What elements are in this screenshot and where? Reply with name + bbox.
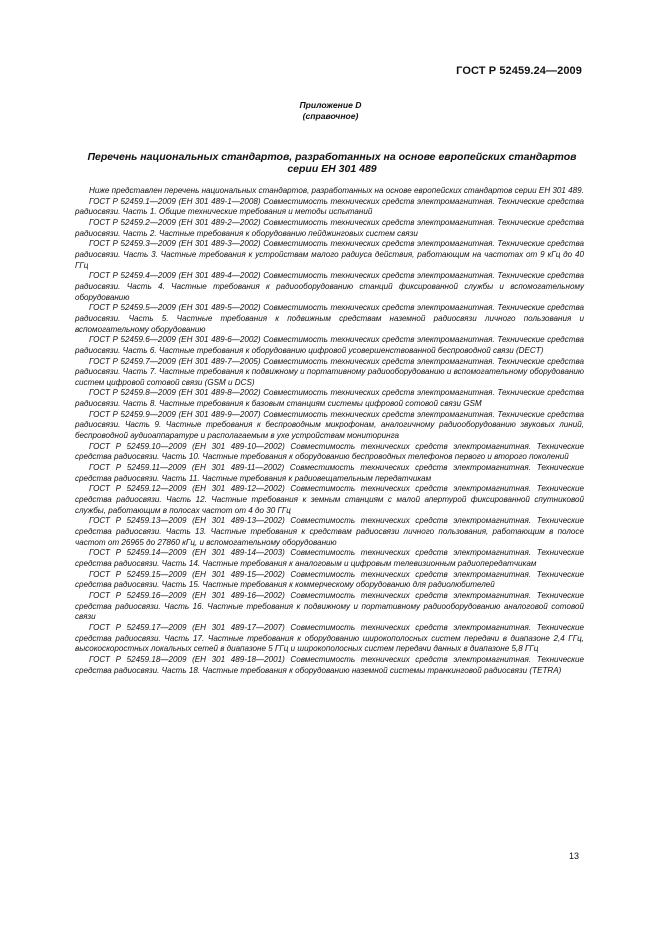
standard-entry: ГОСТ Р 52459.17—2009 (ЕН 301 489-17—2007) Совместимость технических средств электромагнитная. Технические средства радиосвязи. Часть 17. Частные требования к оборудованию широкополосных систем передачи в диапазоне 2,4 ГГц, высокоскоростных локальных сетей в диапазоне 5 ГГц и широкополосных систем передачи данных в диапазоне 5,8 ГГц (75, 622, 584, 654)
appendix-label: Приложение D (299, 100, 362, 110)
standard-entry: ГОСТ Р 52459.2—2009 (ЕН 301 489-2—2002) Совместимость технических средств электромагнитная. Технические средства радиосвязи. Часть 2. Частные требования к оборудованию пейджинговых систем связи (75, 217, 584, 238)
appendix-note: (справочное) (302, 111, 359, 121)
standard-entry: ГОСТ Р 52459.5—2009 (ЕН 301 489-5—2002) Совместимость технических средств электромагнитная. Технические средства радиосвязи. Часть 5. Частные требования к подвижным средствам наземной радиосвязи личного пользования и вспомогательному оборудованию (75, 303, 584, 334)
standard-entry: ГОСТ Р 52459.1—2009 (ЕН 301 489-1—2008) Совместимость технических средств электромагнитная. Технические средства радиосвязи. Часть 1. Общие технические требования и методы испытаний (75, 196, 584, 217)
standards-list (75, 186, 584, 676)
standard-entry: ГОСТ Р 52459.4—2009 (ЕН 301 489-4—2002) Совместимость технических средств электромагнитная. Технические средства радиосвязи. Часть 4. Частные требования к радиооборудованию станций фиксированной службы и вспомогательному оборудованию (75, 271, 584, 302)
title-line-1: Перечень национальных стандартов, разработанных на основе европейских стандартов (87, 151, 577, 163)
document-header: ГОСТ Р 52459.24—2009 (456, 65, 582, 77)
standard-entry: ГОСТ Р 52459.10—2009 (ЕН 301 489-10—2002) Совместимость технических средств электромагнитная. Технические средства радиосвязи. Часть 10. Частные требования к оборудованию беспроводных телефонов первого и второго поколений (75, 441, 584, 462)
standard-entry: ГОСТ Р 52459.13—2009 (ЕН 301 489-13—2002) Совместимость технических средств электромагнитная. Технические средства радиосвязи. Часть 13. Частные требования к средствам радиосвязи личного пользования, работающим в полосе частот от 26965 до 27860 кГц, и вспомогательному оборудованию (75, 516, 584, 547)
standard-entry: ГОСТ Р 52459.15—2009 (ЕН 301 489-15—2002) Совместимость технических средств электромагнитная. Технические средства радиосвязи. Часть 15. Частные требования к коммерческому оборудованию для радиолюбителей (75, 569, 584, 590)
standard-entry: ГОСТ Р 52459.18—2009 (ЕН 301 489-18—2001) Совместимость технических средств электромагнитная. Технические средства радиосвязи. Часть 18. Частные требования к оборудованию наземной системы транкинговой радиосвязи (TETRA) (75, 654, 584, 675)
title-line-2: серии ЕН 301 489 (287, 163, 377, 175)
standard-entry: ГОСТ Р 52459.16—2009 (ЕН 301 489-16—2002) Совместимость технических средств электромагнитная. Технические средства радиосвязи. Часть 16. Частные требования к подвижному и портативному радиооборудованию аналоговой сотовой связи (75, 590, 584, 622)
appendix-heading (0, 100, 661, 122)
standard-entry: ГОСТ Р 52459.12—2009 (ЕН 301 489-12—2002) Совместимость технических средств электромагнитная. Технические средства радиосвязи. Часть 12. Частные требования к земным станциям с малой апертурой фиксированной спутниковой службы, работающим в полосах частот от 4 до 30 ГГц (75, 484, 584, 515)
standard-entry: ГОСТ Р 52459.8—2009 (ЕН 301 489-8—2002) Совместимость технических средств электромагнитная. Технические средства радиосвязи. Часть 8. Частные требования к базовым станциям системы цифровой сотовой связи GSM (75, 388, 584, 409)
standard-entry: ГОСТ Р 52459.14—2009 (ЕН 301 489-14—2003) Совместимость технических средств электромагнитная. Технические средства радиосвязи. Часть 14. Частные требования к аналоговым и цифровым телевизионным радиопередатчикам (75, 548, 584, 568)
standard-entry: ГОСТ Р 52459.9—2009 (ЕН 301 489-9—2007) Совместимость технических средств электромагнитная. Технические средства радиосвязи. Часть 9. Частные требования к беспроводным микрофонам, аналогичному радиооборудованию звуковых линий, беспроводной аудиоаппаратуре и располагаемым в ухе устройствам мониторинга (75, 409, 584, 441)
standard-entry: ГОСТ Р 52459.7—2009 (ЕН 301 489-7—2005) Совместимость технических средств электромагнитная. Технические средства радиосвязи. Часть 7. Частные требования к подвижному и портативному радиооборудованию и вспомогательному оборудованию систем цифровой сотовой связи (GSM и DCS) (75, 356, 584, 387)
standard-entry: ГОСТ Р 52459.11—2009 (ЕН 301 489-11—2002) Совместимость технических средств электромагнитная. Технические средства радиосвязи. Часть 11. Частные требования к радиовещательным передатчикам (75, 463, 584, 483)
page-title (82, 151, 582, 175)
standard-entry: ГОСТ Р 52459.6—2009 (ЕН 301 489-6—2002) Совместимость технических средств электромагнитная. Технические средства радиосвязи. Часть 6. Частные требования к оборудованию цифровой усовершенствованной беспроводной связи (DECT) (75, 335, 584, 355)
page-number: 13 (568, 851, 579, 861)
intro-paragraph: Ниже представлен перечень национальных стандартов, разработанных на основе европейских стандартов серии ЕН 301 489. (89, 186, 584, 195)
standard-entry: ГОСТ Р 52459.3—2009 (ЕН 301 489-3—2002) Совместимость технических средств электромагнитная. Технические средства радиосвязи. Часть 3. Частные требования к устройствам малого радиуса действия, работающим на частотах от 9 кГц до 40 ГГц (75, 239, 584, 270)
